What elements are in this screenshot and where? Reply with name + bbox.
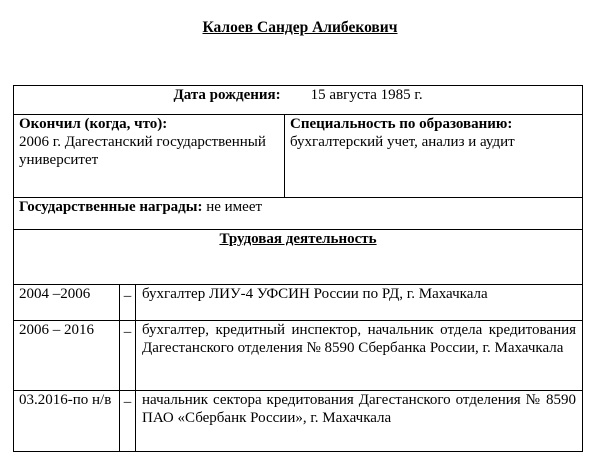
work-period: 03.2016-по н/в — [14, 391, 120, 452]
cv-table — [13, 85, 583, 452]
person-name-text: Калоев Сандер Алибекович — [202, 19, 398, 36]
work-row — [14, 391, 583, 452]
awards-cell — [14, 198, 583, 230]
work-dash: – — [120, 285, 136, 321]
work-heading-row — [14, 230, 583, 285]
work-dash: – — [120, 391, 136, 452]
awards-label: Государственные награды: — [19, 199, 203, 215]
education-label: Окончил (когда, что): — [19, 116, 168, 132]
specialty-label: Специальность по образованию: — [290, 116, 513, 132]
birth-cell — [14, 86, 583, 115]
specialty-value: бухгалтерский учет, анализ и аудит — [290, 134, 515, 150]
work-row — [14, 285, 583, 321]
specialty-cell — [285, 115, 583, 198]
work-period: 2004 –2006 — [14, 285, 120, 321]
work-description: бухгалтер, кредитный инспектор, начальник отдела кредитования Дагестанского отделения № 8590 Сбербанка России, г. Махачкала — [136, 321, 583, 391]
birth-value: 15 августа 1985 г. — [310, 87, 423, 103]
work-dash: – — [120, 321, 136, 391]
work-heading-cell — [14, 230, 583, 285]
birth-row — [14, 86, 583, 115]
education-row — [14, 115, 583, 198]
work-description: бухгалтер ЛИУ-4 УФСИН России по РД, г. Махачкала — [136, 285, 583, 321]
work-row — [14, 321, 583, 391]
work-description: начальник сектора кредитования Дагестанского отделения № 8590 ПАО «Сбербанк России», г. Махачкала — [136, 391, 583, 452]
work-period: 2006 – 2016 — [14, 321, 120, 391]
awards-row — [14, 198, 583, 230]
work-heading: Трудовая деятельность — [219, 231, 377, 247]
awards-value: не имеет — [202, 199, 263, 215]
education-cell — [14, 115, 285, 198]
person-name — [0, 18, 600, 38]
birth-label: Дата рождения: — [173, 87, 281, 103]
education-value: 2006 г. Дагестанский государственный университет — [19, 134, 266, 168]
